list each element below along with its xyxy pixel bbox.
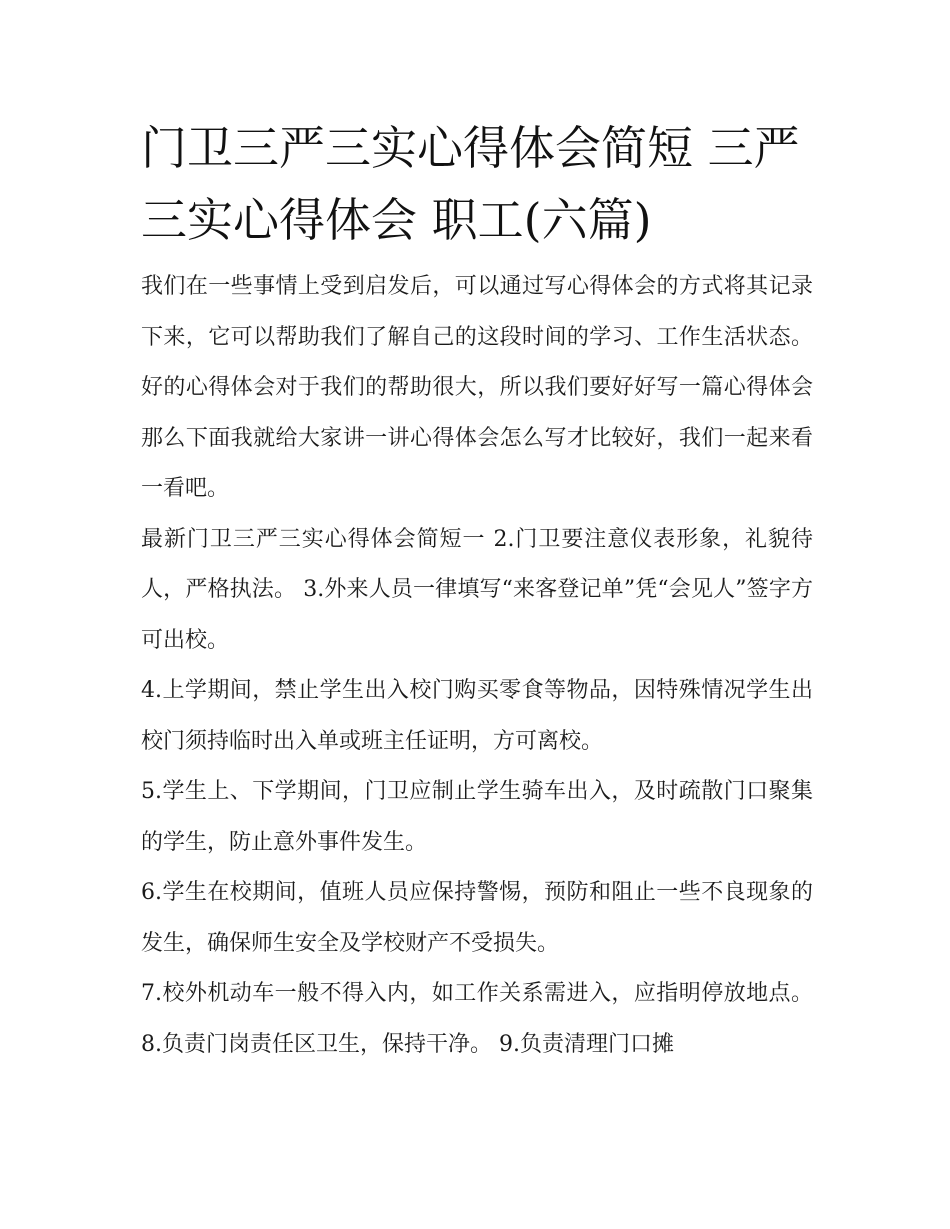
paragraph-item-2-3: 最新门卫三严三实心得体会简短一 2.门卫要注意仪表形象，礼貌待人，严格执法。 3.外来人员一律填写“来客登记单”凭“会见人”签字方可出校。 — [141, 526, 813, 653]
paragraph-intro: 我们在一些事情上受到启发后，可以通过写心得体会的方式将其记录下来，它可以帮助我们了解自己的这段时间的学习、工作生活状态。好的心得体会对于我们的帮助很大，所以我们要好好写一篇心得体会那么下面我就给大家讲一讲心得体会怎么写才比较好，我们一起来看一看吧。 — [141, 274, 813, 501]
document-body — [141, 112, 813, 1070]
paragraph-item-6: 6.学生在校期间，值班人员应保持警惕，预防和阻止一些不良现象的发生，确保师生安全及学校财产不受损失。 — [141, 880, 813, 956]
paragraph-item-4: 4.上学期间，禁止学生出入校门购买零食等物品，因特殊情况学生出校门须持临时出入单或班主任证明，方可离校。 — [141, 678, 813, 754]
paragraph-item-5: 5.学生上、下学期间，门卫应制止学生骑车出入，及时疏散门口聚集的学生，防止意外事件发生。 — [141, 779, 813, 855]
document-title: 门卫三严三实心得体会简短 三严三实心得体会 职工(六篇) — [141, 121, 800, 247]
paragraph-item-7-9: 7.校外机动车一般不得入内，如工作关系需进入，应指明停放地点。 8.负责门岗责任区卫生，保持干净。 9.负责清理门口摊 — [141, 981, 813, 1057]
